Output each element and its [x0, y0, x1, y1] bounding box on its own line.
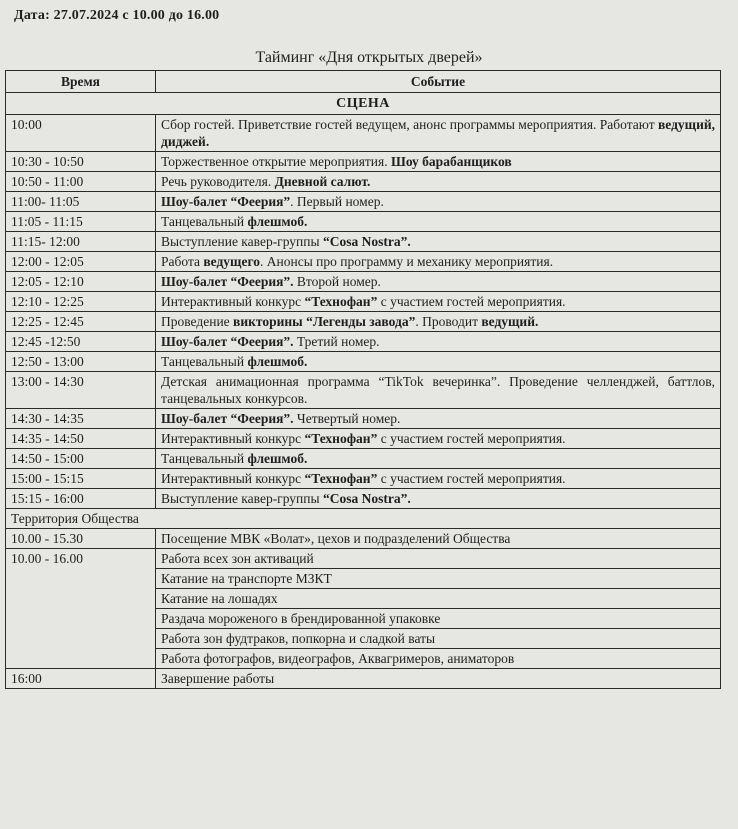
- time-cell: 11:00- 11:05: [6, 192, 156, 212]
- time-cell: 12:25 - 12:45: [6, 312, 156, 332]
- event-text: Выступление кавер-группы: [161, 234, 323, 249]
- event-cell: [156, 312, 721, 332]
- event-text: Речь руководителя.: [161, 174, 275, 189]
- event-text: Третий номер.: [293, 334, 380, 349]
- event-cell: Раздача мороженого в брендированной упаковке: [156, 609, 721, 629]
- event-cell: [156, 332, 721, 352]
- event-text-bold: Шоу барабанщиков: [391, 154, 512, 169]
- event-cell: [156, 115, 721, 152]
- event-cell: [156, 172, 721, 192]
- table-row: [6, 152, 721, 172]
- event-text: Сбор гостей. Приветствие гостей ведущем, анонс программы мероприятия. Работают: [161, 117, 658, 132]
- event-text: Выступление кавер-группы: [161, 491, 323, 506]
- table-body: [6, 93, 721, 689]
- table-row: [6, 429, 721, 449]
- header-time: Время: [6, 71, 156, 93]
- document-title: Тайминг «Дня открытых дверей»: [255, 49, 483, 66]
- time-cell: 14:35 - 14:50: [6, 429, 156, 449]
- event-text-bold: “Технофан”: [304, 471, 378, 486]
- event-text-bold: викторины “Легенды завода”: [233, 314, 416, 329]
- event-text-bold: ведущий.: [481, 314, 539, 329]
- event-text-bold: флешмоб.: [247, 451, 308, 466]
- table-row: [6, 252, 721, 272]
- table-row: [6, 409, 721, 429]
- event-text-bold: “Технофан”: [304, 431, 378, 446]
- table-row: [6, 372, 721, 409]
- event-text: Танцевальный: [161, 214, 248, 229]
- event-cell: [156, 352, 721, 372]
- event-text-bold: Шоу-балет “Феерия”: [161, 194, 291, 209]
- event-cell: [156, 469, 721, 489]
- event-text: с участием гостей мероприятия.: [377, 294, 566, 309]
- event-text-bold: “Cosa Nostra”.: [322, 491, 411, 506]
- table-header-row: [6, 71, 721, 93]
- event-date: Дата: 27.07.2024 с 10.00 до 16.00: [14, 8, 220, 23]
- table-row: [6, 489, 721, 509]
- event-text: . Проводит: [415, 314, 482, 329]
- time-cell: 10:00: [6, 115, 156, 152]
- event-cell: [156, 489, 721, 509]
- event-cell: Катание на транспорте МЗКТ: [156, 569, 721, 589]
- event-cell: Завершение работы: [156, 669, 721, 689]
- event-cell: [156, 272, 721, 292]
- territory-section-row: [6, 509, 721, 529]
- event-text-bold: Шоу-балет “Феерия”.: [161, 274, 294, 289]
- table-row: [6, 549, 721, 569]
- event-text: с участием гостей мероприятия.: [377, 431, 566, 446]
- time-cell: 12:05 - 12:10: [6, 272, 156, 292]
- event-text: Детская анимационная программа “TikTok вечеринка”. Проведение челленджей, баттлов, танцевальных конкурсов.: [161, 374, 715, 406]
- event-text: Танцевальный: [161, 451, 248, 466]
- header-event: Событие: [156, 71, 721, 93]
- event-text-bold: флешмоб.: [247, 214, 308, 229]
- table-row: [6, 172, 721, 192]
- event-text: . Первый номер.: [290, 194, 384, 209]
- time-cell: 15:15 - 16:00: [6, 489, 156, 509]
- time-cell: 15:00 - 15:15: [6, 469, 156, 489]
- event-cell: [156, 429, 721, 449]
- event-cell: [156, 292, 721, 312]
- event-text-bold: “Технофан”: [304, 294, 378, 309]
- event-text: Проведение: [161, 314, 234, 329]
- event-cell: [156, 252, 721, 272]
- event-cell: [156, 232, 721, 252]
- event-cell: Работа зон фудтраков, попкорна и сладкой ваты: [156, 629, 721, 649]
- event-text-bold: флешмоб.: [247, 354, 308, 369]
- table-row: [6, 292, 721, 312]
- time-cell: 13:00 - 14:30: [6, 372, 156, 409]
- time-cell: 10.00 - 15.30: [6, 529, 156, 549]
- table-row: [6, 332, 721, 352]
- event-text: Второй номер.: [293, 274, 381, 289]
- table-row: [6, 312, 721, 332]
- table-row: [6, 115, 721, 152]
- time-cell: 12:45 -12:50: [6, 332, 156, 352]
- time-cell: 12:00 - 12:05: [6, 252, 156, 272]
- time-cell: 14:30 - 14:35: [6, 409, 156, 429]
- event-text-bold: Шоу-балет “Феерия”.: [161, 411, 294, 426]
- time-cell: 12:50 - 13:00: [6, 352, 156, 372]
- table-row: [6, 529, 721, 549]
- event-cell: [156, 212, 721, 232]
- event-text: Интерактивный конкурс: [161, 471, 305, 486]
- table-row: [6, 469, 721, 489]
- event-text: Торжественное открытие мероприятия.: [161, 154, 391, 169]
- event-cell: Работа всех зон активаций: [156, 549, 721, 569]
- event-text-bold: ведущий, диджей.: [161, 117, 715, 149]
- event-text-bold: “Cosa Nostra”.: [322, 234, 411, 249]
- event-cell: [156, 372, 721, 409]
- table-row: [6, 449, 721, 469]
- event-text: с участием гостей мероприятия.: [377, 471, 566, 486]
- event-text-bold: ведущего: [203, 254, 260, 269]
- event-text: Работа: [161, 254, 204, 269]
- event-text-bold: Дневной салют.: [274, 174, 371, 189]
- event-cell: [156, 152, 721, 172]
- event-cell: [156, 192, 721, 212]
- schedule-table: [5, 70, 721, 689]
- table-row: [6, 212, 721, 232]
- time-cell: 11:05 - 11:15: [6, 212, 156, 232]
- event-cell: Посещение МВК «Волат», цехов и подразделений Общества: [156, 529, 721, 549]
- event-text: . Анонсы про программу и механику мероприятия.: [260, 254, 554, 269]
- time-cell: 10:30 - 10:50: [6, 152, 156, 172]
- time-cell: 16:00: [6, 669, 156, 689]
- time-cell: 11:15- 12:00: [6, 232, 156, 252]
- time-cell: 10.00 - 16.00: [6, 549, 156, 669]
- time-cell: 14:50 - 15:00: [6, 449, 156, 469]
- table-row: [6, 192, 721, 212]
- event-cell: Работа фотографов, видеографов, Аквагримеров, аниматоров: [156, 649, 721, 669]
- time-cell: 12:10 - 12:25: [6, 292, 156, 312]
- time-cell: 10:50 - 11:00: [6, 172, 156, 192]
- stage-section-label: СЦЕНА: [6, 93, 721, 115]
- table-row: [6, 669, 721, 689]
- event-text-bold: Шоу-балет “Феерия”.: [161, 334, 294, 349]
- event-cell: [156, 449, 721, 469]
- event-text: Интерактивный конкурс: [161, 294, 305, 309]
- event-cell: [156, 409, 721, 429]
- event-text: Интерактивный конкурс: [161, 431, 305, 446]
- table-row: [6, 272, 721, 292]
- territory-section-label: Территория Общества: [6, 509, 721, 529]
- table-row: [6, 352, 721, 372]
- event-text: Четвертый номер.: [293, 411, 401, 426]
- event-cell: Катание на лошадях: [156, 589, 721, 609]
- table-row: [6, 232, 721, 252]
- event-text: Танцевальный: [161, 354, 248, 369]
- stage-section-row: [6, 93, 721, 115]
